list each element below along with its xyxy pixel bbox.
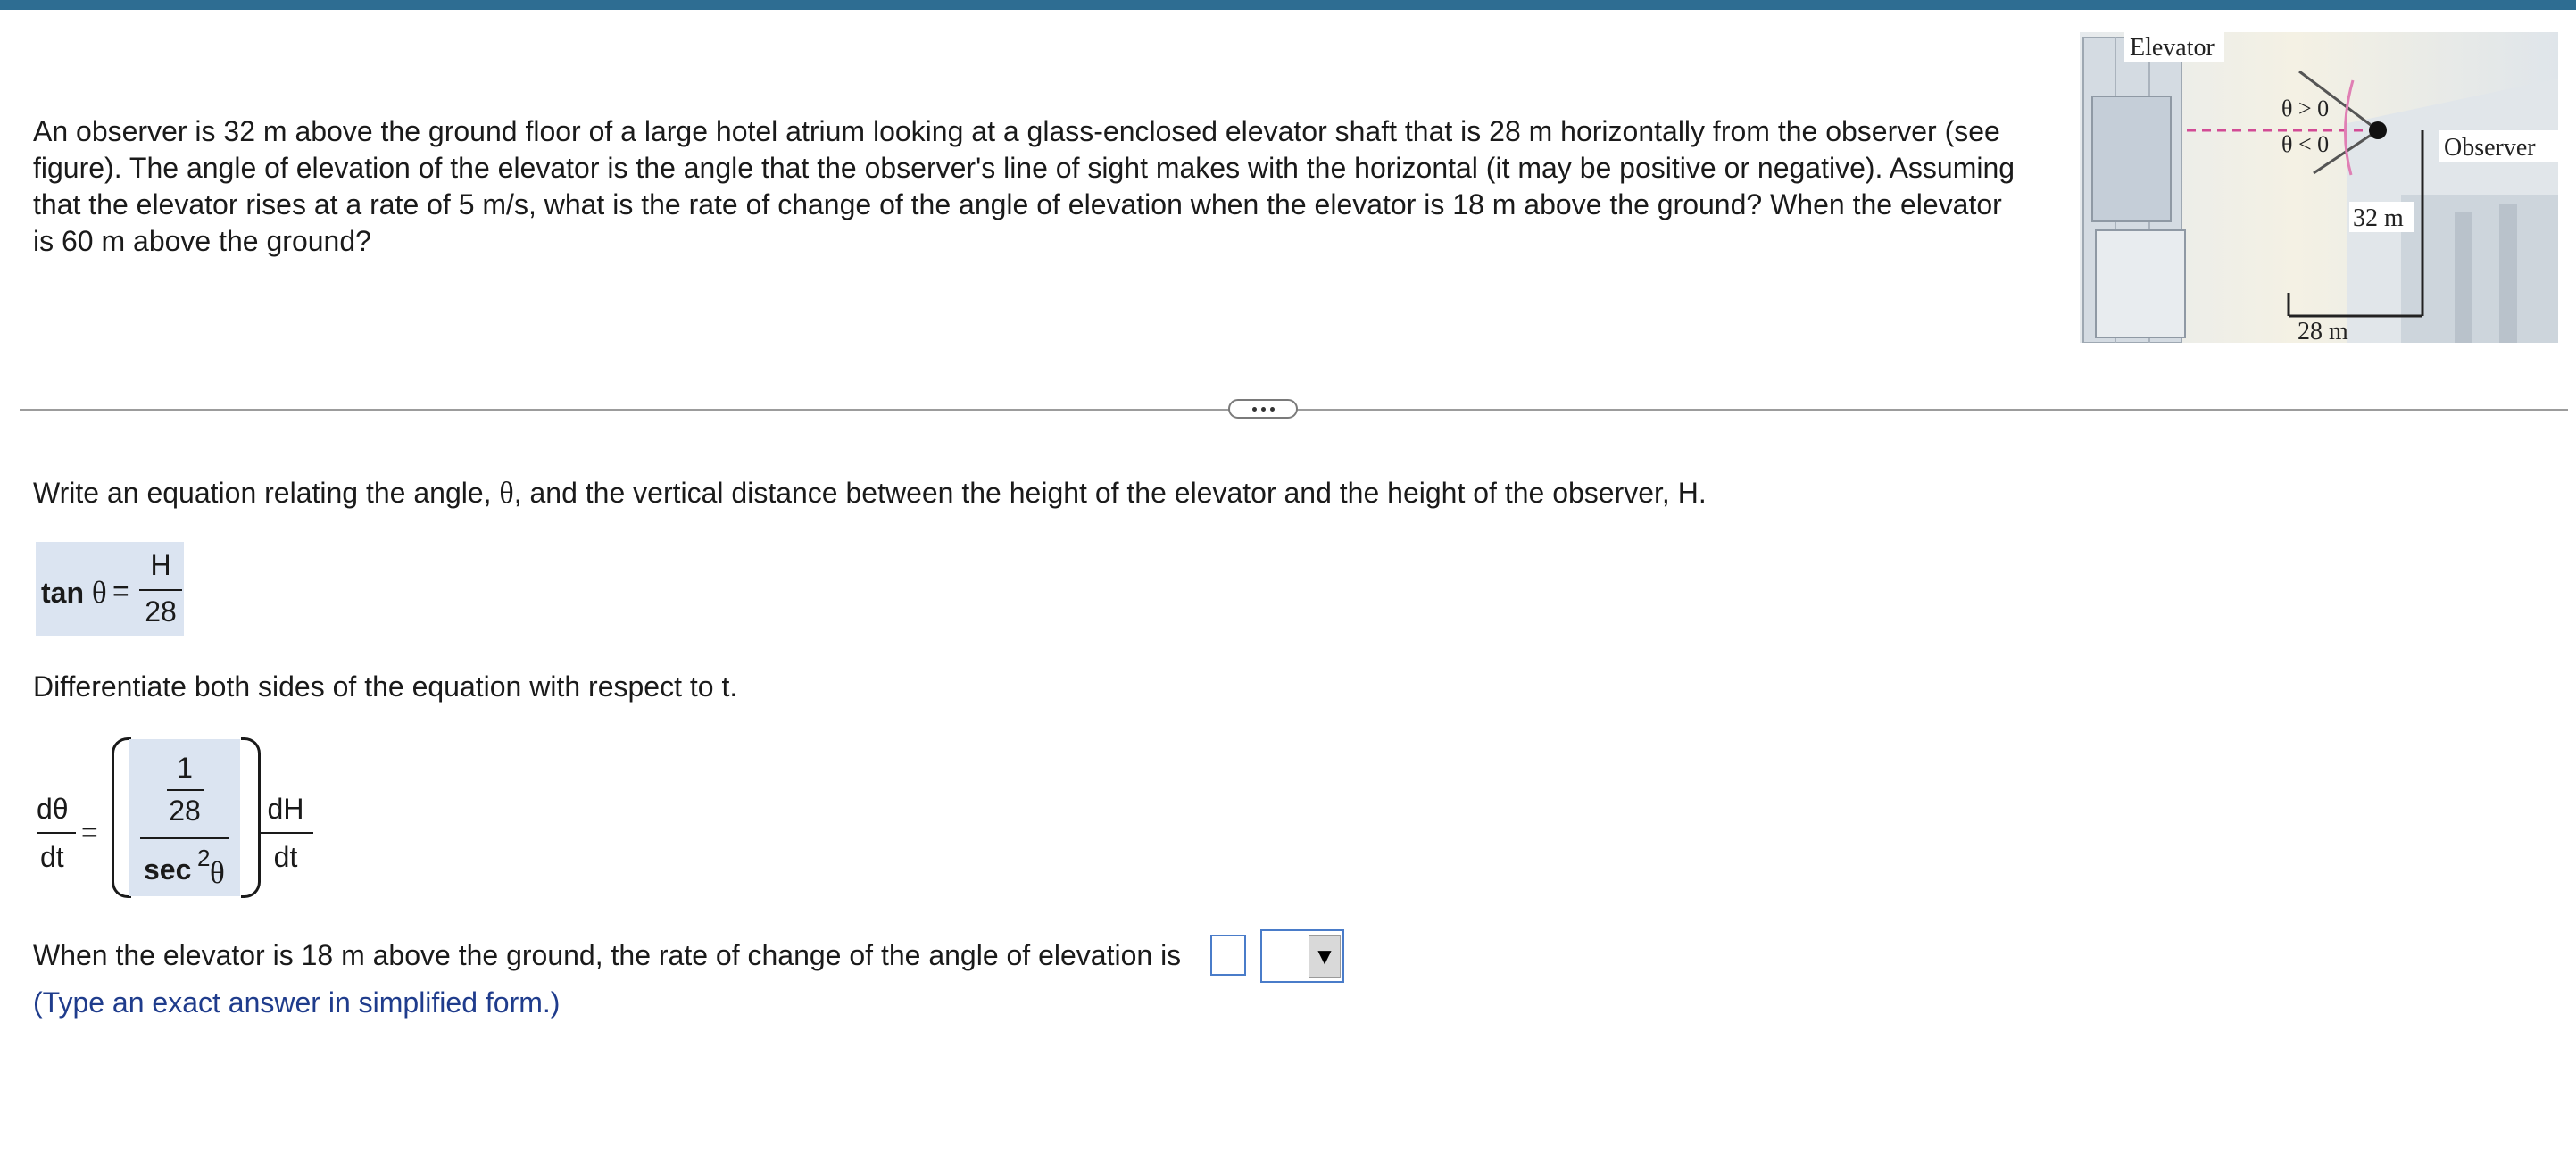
answer-prompt: When the elevator is 18 m above the ground, the rate of change of the angle of elevation is [33, 939, 1182, 971]
derivative-equation [33, 734, 319, 903]
dot-icon [1261, 407, 1266, 412]
problem-statement: An observer is 32 m above the ground floor of a large hotel atrium looking at a glass-enclosed elevator shaft that is 28 m horizontally from the observer (see figure). The angle of elevation of the elevator is the angle that the observer's line of sight makes with the horizontal (it may be positive or negative). Assuming that the elevator rises at a rate of 5 m/s, what is the rate of change of the angle of elevation when the elevator is 18 m above the ground? When the elevator is 60 m above the ground? [33, 115, 2015, 257]
step2-prompt: Differentiate both sides of the equation with respect to t. [33, 670, 738, 703]
inner-numerator: 1 [177, 752, 193, 784]
elevator-figure [2080, 25, 2558, 343]
dropdown-arrow-icon[interactable]: ▼ [1309, 935, 1341, 978]
answer-input[interactable] [1210, 935, 1246, 976]
fraction-denominator: 28 [145, 595, 177, 628]
dh-denominator: dt [273, 841, 298, 873]
secant-exponent: 2 [197, 844, 211, 871]
fraction-numerator: H [150, 549, 171, 581]
secant-label: sec [144, 853, 192, 886]
inner-denominator: 28 [169, 794, 201, 827]
dh-numerator: dH [267, 793, 304, 825]
top-bar [0, 0, 2576, 10]
fraction-bar [139, 589, 182, 591]
expand-more-button[interactable] [1228, 399, 1298, 419]
fraction-bar [37, 832, 76, 834]
observer-label: Observer [2444, 134, 2536, 162]
angle-positive-label: θ > 0 [2281, 96, 2330, 121]
dot-icon [1270, 407, 1275, 412]
distance-label: 28 m [2298, 318, 2348, 343]
step1-prompt: Write an equation relating the angle, θ, and the vertical distance between the height of the elevator and the height of the observer, H. [33, 477, 1707, 510]
tangent-equation [36, 542, 184, 636]
height-label: 32 m [2353, 204, 2404, 232]
left-parenthesis [112, 737, 131, 898]
secant-theta: θ [210, 855, 225, 890]
coefficient-fraction [129, 739, 240, 896]
dtheta-numerator: dθ [37, 793, 69, 825]
fraction-bar [258, 832, 313, 834]
dot-icon [1252, 407, 1257, 412]
fraction-bar [167, 789, 204, 791]
angle-negative-label: θ < 0 [2281, 131, 2330, 157]
tan-label: tan θ [41, 575, 107, 610]
fraction-bar [140, 837, 229, 839]
equals-sign: = [112, 575, 129, 607]
unit-dropdown[interactable] [1260, 929, 1344, 983]
dtheta-denominator: dt [40, 841, 64, 873]
equals-sign: = [81, 816, 98, 848]
answer-hint: (Type an exact answer in simplified form.) [33, 986, 561, 1019]
elevator-label: Elevator [2130, 34, 2215, 62]
